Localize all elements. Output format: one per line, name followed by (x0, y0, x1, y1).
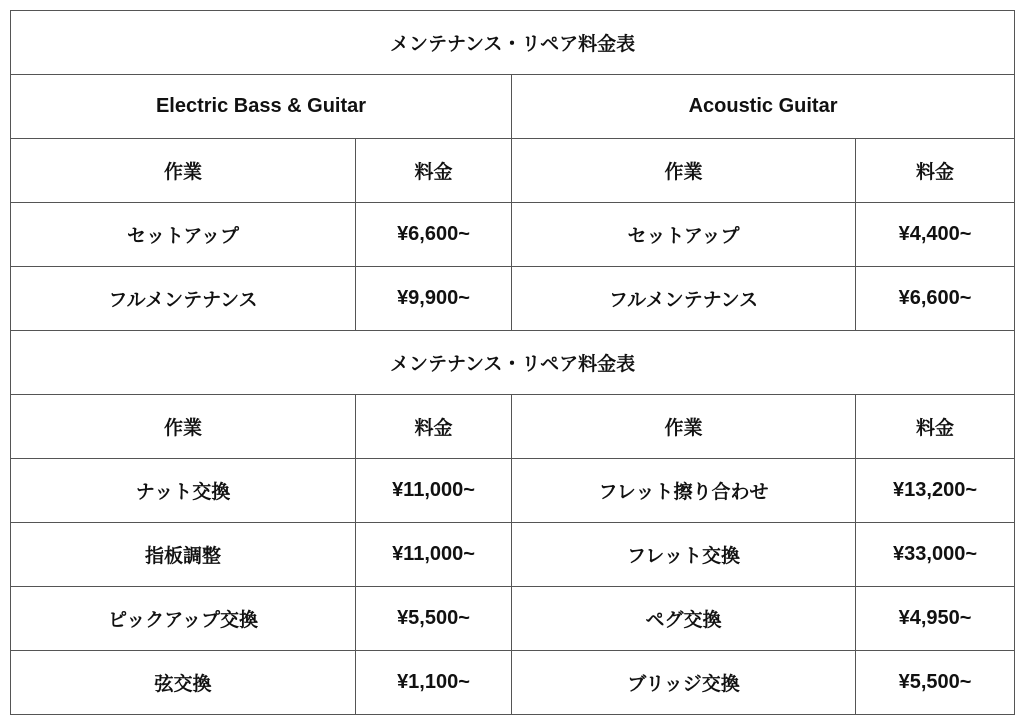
task-cell: ピックアップ交換 (11, 587, 356, 651)
task-cell: 弦交換 (11, 651, 356, 715)
group-header-acoustic: Acoustic Guitar (512, 75, 1015, 139)
fee-cell: ¥9,900~ (356, 267, 512, 331)
fee-cell: ¥13,200~ (856, 459, 1015, 523)
task-cell: セットアップ (512, 203, 856, 267)
column-header-fee: 料金 (356, 139, 512, 203)
fee-cell: ¥11,000~ (356, 459, 512, 523)
task-cell: ペグ交換 (512, 587, 856, 651)
column-header-task: 作業 (512, 395, 856, 459)
column-header-task: 作業 (11, 395, 356, 459)
column-header-fee: 料金 (856, 395, 1015, 459)
section-title: メンテナンス・リペア料金表 (11, 331, 1015, 395)
task-cell: ブリッジ交換 (512, 651, 856, 715)
fee-cell: ¥6,600~ (356, 203, 512, 267)
table-row (11, 267, 1015, 331)
fee-cell: ¥4,400~ (856, 203, 1015, 267)
column-header-task: 作業 (11, 139, 356, 203)
task-cell: フルメンテナンス (512, 267, 856, 331)
fee-cell: ¥33,000~ (856, 523, 1015, 587)
table-row (11, 203, 1015, 267)
column-header-fee: 料金 (856, 139, 1015, 203)
fee-cell: ¥11,000~ (356, 523, 512, 587)
table-header-row (11, 139, 1015, 203)
fee-cell: ¥5,500~ (856, 651, 1015, 715)
table-header-row (11, 395, 1015, 459)
task-cell: 指板調整 (11, 523, 356, 587)
task-cell: ナット交換 (11, 459, 356, 523)
table-row (11, 523, 1015, 587)
table-row (11, 11, 1015, 75)
table-row (11, 331, 1015, 395)
group-header-electric: Electric Bass & Guitar (11, 75, 512, 139)
section-title: メンテナンス・リペア料金表 (11, 11, 1015, 75)
table-row (11, 75, 1015, 139)
fee-cell: ¥4,950~ (856, 587, 1015, 651)
fee-cell: ¥1,100~ (356, 651, 512, 715)
table-row (11, 651, 1015, 715)
task-cell: フレット交換 (512, 523, 856, 587)
price-table (10, 10, 1015, 715)
task-cell: フレット擦り合わせ (512, 459, 856, 523)
table-row (11, 459, 1015, 523)
column-header-task: 作業 (512, 139, 856, 203)
fee-cell: ¥6,600~ (856, 267, 1015, 331)
table-row (11, 587, 1015, 651)
column-header-fee: 料金 (356, 395, 512, 459)
task-cell: フルメンテナンス (11, 267, 356, 331)
task-cell: セットアップ (11, 203, 356, 267)
fee-cell: ¥5,500~ (356, 587, 512, 651)
